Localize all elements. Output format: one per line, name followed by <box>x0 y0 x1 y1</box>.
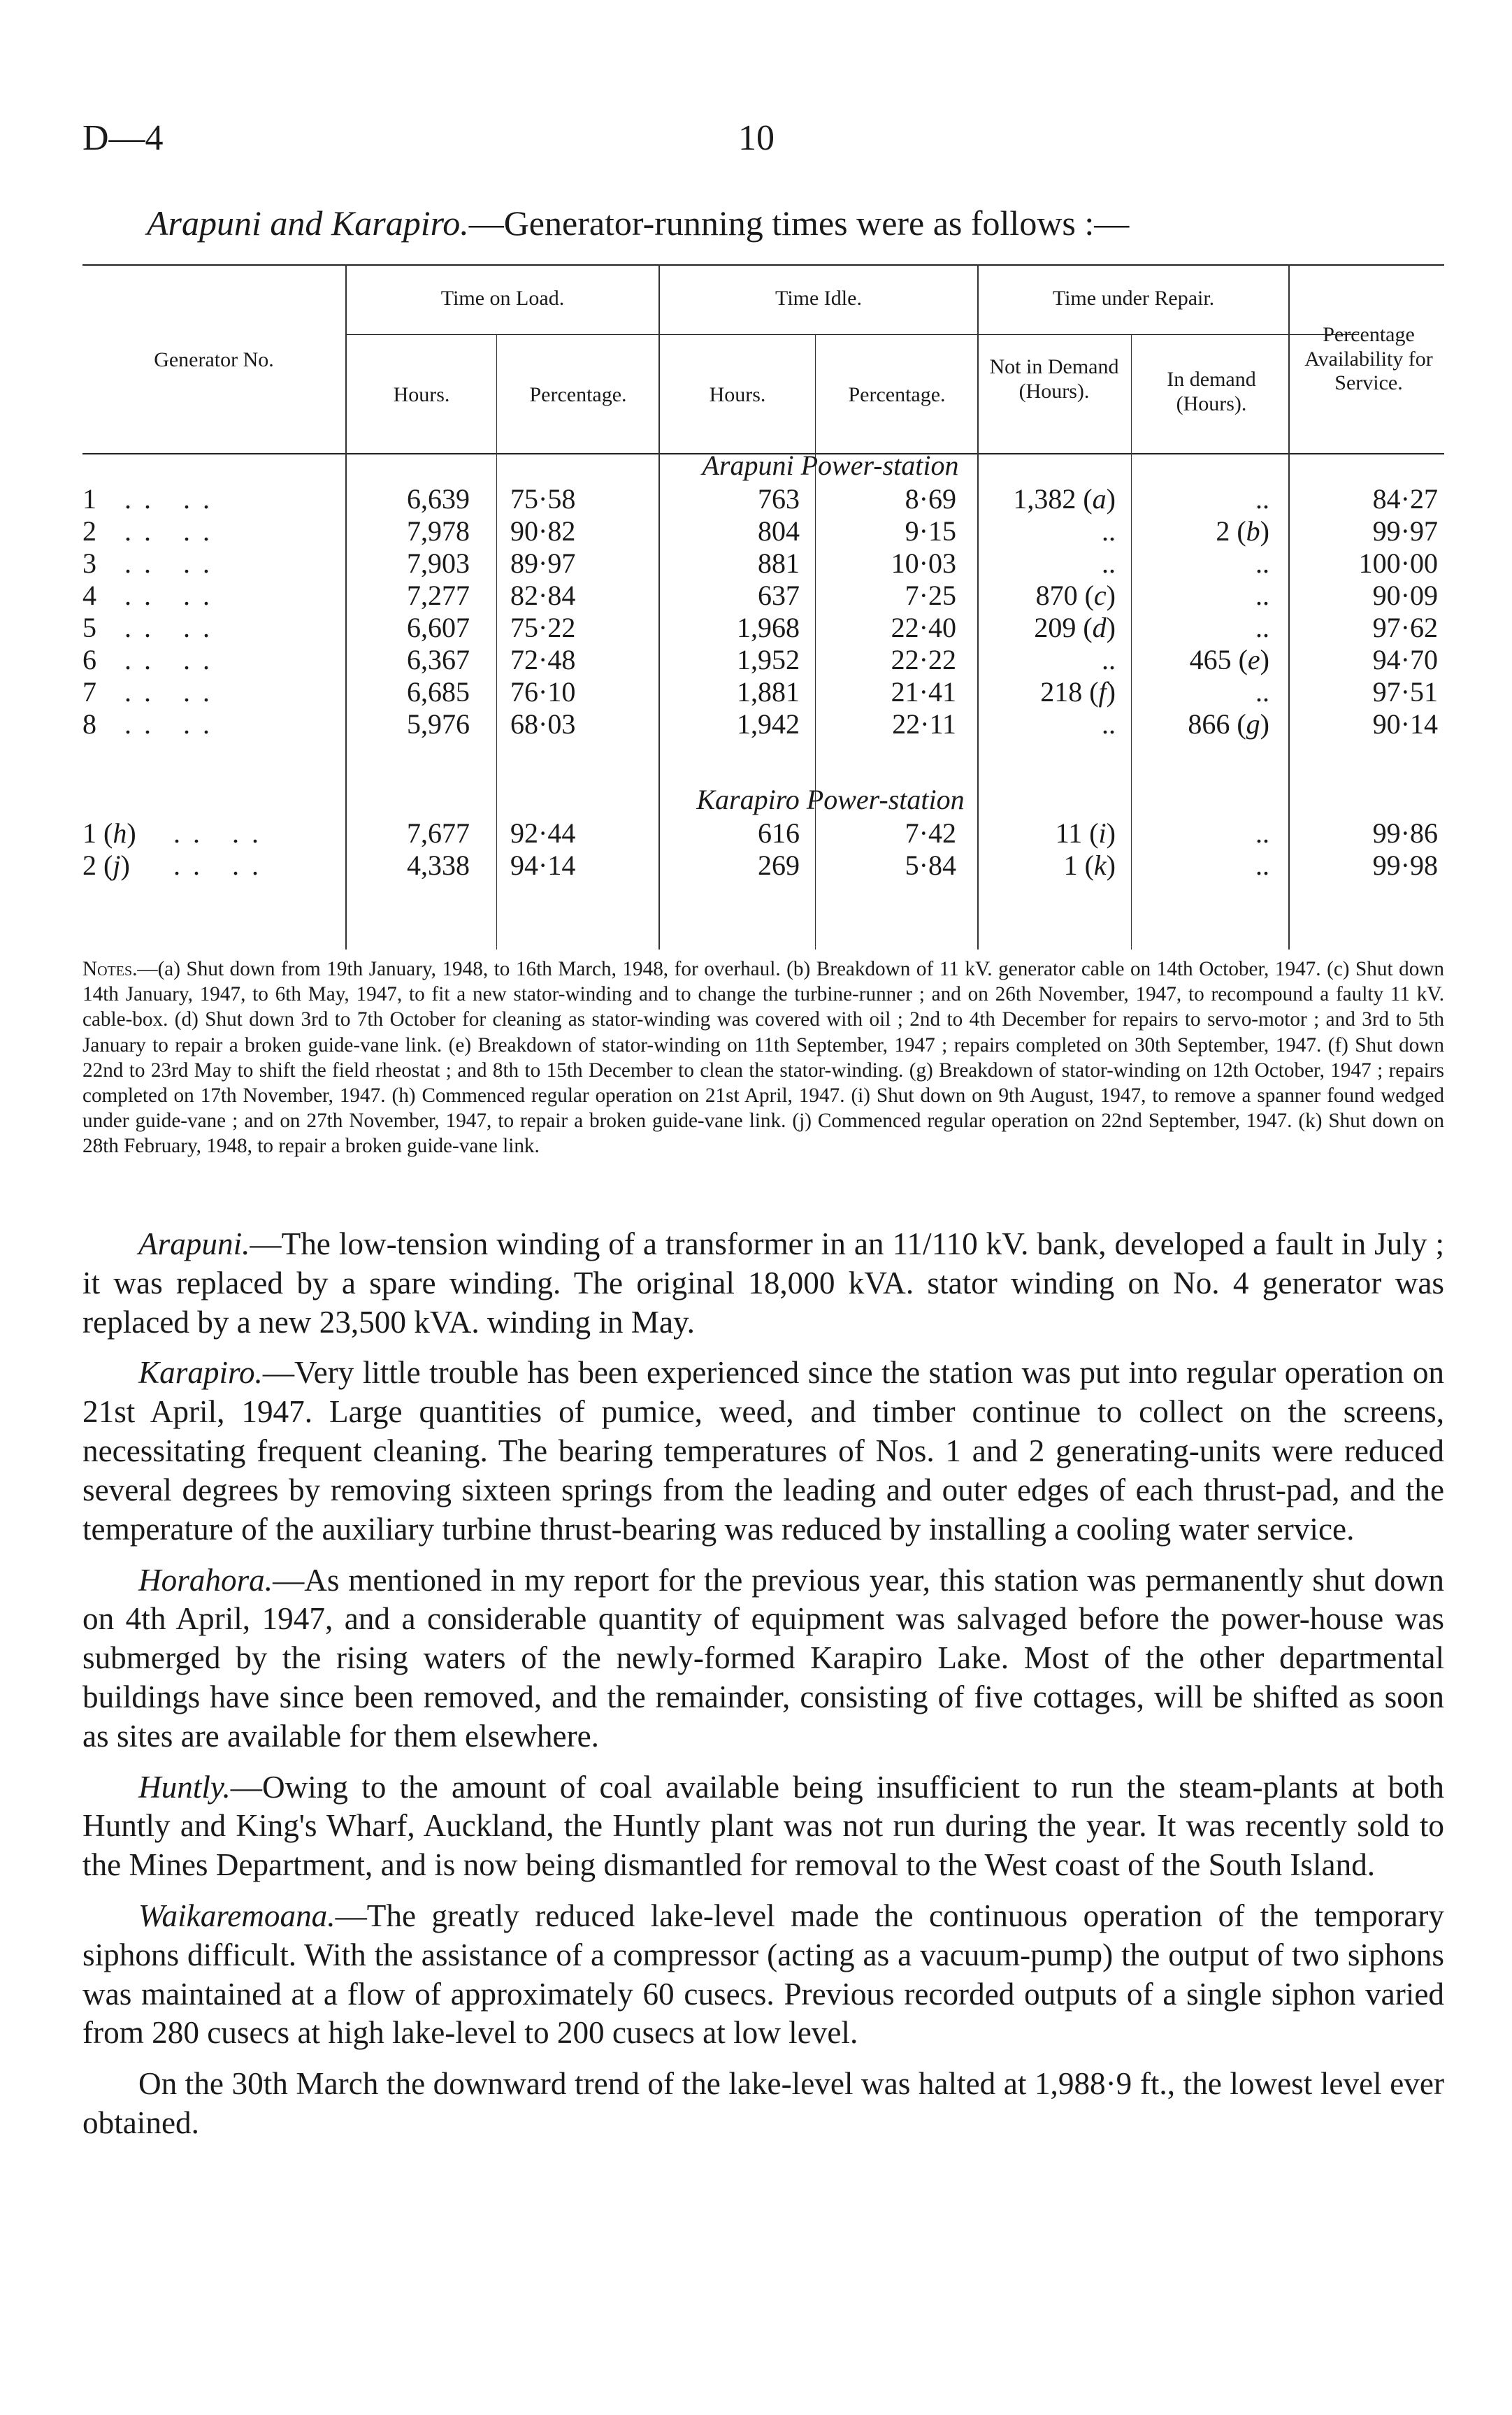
in-demand-hours: .. <box>1255 676 1269 708</box>
load-hours: 6,639 <box>407 483 470 515</box>
header-in-demand: In demand (Hours). <box>1167 368 1256 415</box>
leader-dots: .. .. <box>124 676 222 708</box>
paragraph-lead: Horahora. <box>138 1562 273 1598</box>
generator-number: 2 (j) <box>82 850 130 881</box>
generator-number: 1 (h) <box>82 817 136 849</box>
notes-label: Notes. <box>82 958 138 980</box>
paragraph-text: —As mentioned in my report for the previous year, this station was permanently shut down on 4th April, 1947, and a considerable quantity of equipment was salvaged before the power-house was submerged by the rising waters of the newly-formed Karapiro Lake. Most of the other departmental buildings have since been removed, and the remainder, consisting of five cottages, will be shifted as soon as sites are available for them elsewhere. <box>82 1562 1444 1754</box>
leader-dots: .. .. <box>173 817 271 849</box>
availability-percentage: 99·98 <box>1372 850 1438 881</box>
availability-percentage: 97·51 <box>1372 676 1438 708</box>
not-in-demand-hours: 1 (k) <box>1063 850 1116 881</box>
load-percentage: 72·48 <box>510 644 576 675</box>
generator-number: 3 <box>82 547 96 579</box>
load-hours: 7,677 <box>407 817 470 849</box>
paragraph-text: —The greatly reduced lake-level made the continuous operation of the temporary siphons difficult. With the assistance of a compressor (acting as a vacuum-pump) the output of two siphons was maintained at a flow of approximately 60 cusecs. Previous recorded outputs of a single siphon varied from 280 cusecs at high lake-level to 200 cusecs at low level. <box>82 1898 1444 2051</box>
availability-percentage: 99·86 <box>1372 817 1438 849</box>
idle-percentage: 22·22 <box>891 644 956 675</box>
in-demand-hours: 866 (g) <box>1188 708 1269 740</box>
generator-number: 6 <box>82 644 96 675</box>
idle-hours: 1,881 <box>737 676 800 708</box>
intro-rest: —Generator-running times were as follows :— <box>468 203 1130 243</box>
body-paragraph <box>82 1768 1444 1885</box>
load-percentage: 68·03 <box>510 708 576 740</box>
load-hours: 7,277 <box>407 580 470 611</box>
idle-percentage: 21·41 <box>891 676 956 708</box>
load-percentage: 76·10 <box>510 676 576 708</box>
idle-hours: 616 <box>758 817 800 849</box>
generator-number: 2 <box>82 515 96 547</box>
load-hours: 6,607 <box>407 612 470 643</box>
availability-percentage: 100·00 <box>1358 547 1438 579</box>
header-load-hours: Hours. <box>393 383 450 406</box>
leader-dots: .. .. <box>124 580 222 611</box>
leader-dots: .. .. <box>124 612 222 643</box>
idle-hours: 1,952 <box>737 644 800 675</box>
generator-number: 4 <box>82 580 96 611</box>
in-demand-hours: .. <box>1255 850 1269 881</box>
leader-dots: .. .. <box>124 644 222 675</box>
header-time-idle: Time Idle. <box>775 287 862 310</box>
leader-dots: .. .. <box>124 708 222 740</box>
generator-running-table <box>82 264 1444 949</box>
load-percentage: 94·14 <box>510 850 576 881</box>
generator-number: 7 <box>82 676 96 708</box>
idle-hours: 1,942 <box>737 708 800 740</box>
load-percentage: 75·22 <box>510 612 576 643</box>
load-percentage: 92·44 <box>510 817 576 849</box>
generator-number: 5 <box>82 612 96 643</box>
body-paragraph <box>82 1897 1444 2053</box>
page-number: 10 <box>738 118 775 158</box>
load-percentage: 75·58 <box>510 483 576 515</box>
header-not-in-demand: Not in Demand (Hours). <box>989 355 1119 403</box>
idle-percentage: 8·69 <box>905 483 956 515</box>
in-demand-hours: .. <box>1255 547 1269 579</box>
load-hours: 4,338 <box>407 850 470 881</box>
load-hours: 6,367 <box>407 644 470 675</box>
not-in-demand-hours: 11 (i) <box>1055 817 1116 849</box>
section-title: Karapiro Power-station <box>696 784 965 815</box>
leader-dots: .. .. <box>124 547 222 579</box>
body-paragraph <box>82 2065 1444 2143</box>
load-hours: 5,976 <box>407 708 470 740</box>
not-in-demand-hours: 870 (c) <box>1035 580 1116 611</box>
paragraph-lead: Arapuni. <box>138 1226 250 1261</box>
section-title: Arapuni Power-station <box>702 450 959 481</box>
paragraph-text: On the 30th March the downward trend of the lake-level was halted at 1,988·9 ft., the lowest level ever obtained. <box>82 2066 1444 2141</box>
idle-percentage: 7·42 <box>905 817 956 849</box>
paragraph-text: —Owing to the amount of coal available being insufficient to run the steam-plants at both Huntly and King's Wharf, Auckland, the Huntly plant was not run during the year. It was recently sold to the Mines Department, and is now being dismantled for removal to the West coast of the South Island. <box>82 1769 1444 1883</box>
generator-number: 1 <box>82 483 96 515</box>
in-demand-hours: .. <box>1255 483 1269 515</box>
load-hours: 7,978 <box>407 515 470 547</box>
not-in-demand-hours: .. <box>1102 644 1116 675</box>
paragraph-lead: Huntly. <box>138 1769 231 1805</box>
not-in-demand-hours: 1,382 (a) <box>1013 483 1116 515</box>
header-idle-hours: Hours. <box>709 383 766 406</box>
not-in-demand-hours: .. <box>1102 708 1116 740</box>
availability-percentage: 90·14 <box>1372 708 1438 740</box>
paragraph-lead: Waikaremoana. <box>138 1898 336 1933</box>
leader-dots: .. .. <box>173 850 271 881</box>
idle-hours: 269 <box>758 850 800 881</box>
idle-hours: 804 <box>758 515 800 547</box>
table-notes <box>82 956 1444 1159</box>
idle-percentage: 22·40 <box>891 612 956 643</box>
paragraph-text: —The low-tension winding of a transformer in an 11/110 kV. bank, developed a fault in July ; it was replaced by a spare winding. The original 18,000 kVA. stator winding on No. 4 generator was replaced by a new 23,500 kVA. winding in May. <box>82 1226 1444 1340</box>
idle-hours: 637 <box>758 580 800 611</box>
availability-percentage: 99·97 <box>1372 515 1438 547</box>
header-idle-percentage: Percentage. <box>848 383 946 406</box>
load-percentage: 82·84 <box>510 580 576 611</box>
header-time-on-load: Time on Load. <box>440 287 565 310</box>
load-percentage: 90·82 <box>510 515 576 547</box>
in-demand-hours: .. <box>1255 580 1269 611</box>
idle-hours: 763 <box>758 483 800 515</box>
notes-text: —(a) Shut down from 19th January, 1948, to 16th March, 1948, for overhaul. (b) Breakdown of 11 kV. generator cable on 14th October, 1947. (c) Shut down 14th January, 1947, to 6th May, 1947, to fit a new stator-winding and to change the turbine-runner ; and on 26th November, 1947, to recompound a faulty 11 kV. cable-box. (d) Shut down 3rd to 7th October for cleaning as stator-winding was covered with oil ; 2nd to 4th December for repairs to servo-motor ; and 3rd to 5th January to repair a broken guide-vane link. (e) Breakdown of stator-winding on 11th September, 1947 ; repairs completed on 30th September, 1947. (f) Shut down 22nd to 23rd May to shift the field rheostat ; and 8th to 15th December to clean the stator-winding. (g) Breakdown of stator-winding on 12th October, 1947 ; repairs completed on 17th November, 1947. (h) Commenced regular operation on 21st April, 1947. (i) Shut down on 9th August, 1947, to remove a spanner found wedged under guide-vane ; and on 27th November, 1947, to repair a broken guide-vane link. (j) Commenced regular operation on 22nd September, 1947. (k) Shut down on 28th February, 1948, to repair a broken guide-vane link. <box>82 958 1444 1158</box>
body-text <box>82 1225 1444 2155</box>
in-demand-hours: .. <box>1255 612 1269 643</box>
idle-percentage: 10·03 <box>891 547 956 579</box>
table-col-rule <box>1131 334 1132 949</box>
paragraph-lead: Karapiro. <box>138 1355 263 1391</box>
table-top-rule <box>82 264 1444 266</box>
table-intro <box>147 203 1129 243</box>
availability-percentage: 84·27 <box>1372 483 1438 515</box>
body-paragraph <box>82 1225 1444 1342</box>
not-in-demand-hours: .. <box>1102 515 1116 547</box>
not-in-demand-hours: 209 (d) <box>1034 612 1116 643</box>
load-hours: 6,685 <box>407 676 470 708</box>
in-demand-hours: .. <box>1255 817 1269 849</box>
in-demand-hours: 465 (e) <box>1189 644 1269 675</box>
leader-dots: .. .. <box>124 515 222 547</box>
table-col-rule <box>815 334 816 949</box>
table-subheader-rule <box>347 334 1359 335</box>
not-in-demand-hours: .. <box>1102 547 1116 579</box>
body-paragraph <box>82 1561 1444 1756</box>
idle-hours: 881 <box>758 547 800 579</box>
load-percentage: 89·97 <box>510 547 576 579</box>
header-generator-no: Generator No. <box>154 348 274 371</box>
body-paragraph <box>82 1354 1444 1549</box>
idle-percentage: 7·25 <box>905 580 956 611</box>
idle-percentage: 9·15 <box>905 515 956 547</box>
generator-number: 8 <box>82 708 96 740</box>
availability-percentage: 94·70 <box>1372 644 1438 675</box>
idle-percentage: 22·11 <box>892 708 956 740</box>
not-in-demand-hours: 218 (f) <box>1040 676 1116 708</box>
header-time-under-repair: Time under Repair. <box>1052 287 1215 310</box>
page-header-code: D—4 <box>82 118 164 158</box>
paragraph-text: —Very little trouble has been experienced since the station was put into regular operation on 21st April, 1947. Large quantities of pumice, weed, and timber continue to collect on the screens, necessitating frequent cleaning. The bearing temperatures of Nos. 1 and 2 generating-units were reduced several degrees by removing sixteen springs from the leading and outer edges of each thrust-pad, and the temperature of the auxiliary turbine thrust-bearing was reduced by installing a cooling water service. <box>82 1355 1444 1547</box>
idle-hours: 1,968 <box>737 612 800 643</box>
availability-percentage: 97·62 <box>1372 612 1438 643</box>
idle-percentage: 5·84 <box>905 850 956 881</box>
table-col-rule <box>496 334 497 949</box>
in-demand-hours: 2 (b) <box>1216 515 1269 547</box>
header-load-percentage: Percentage. <box>529 383 627 406</box>
header-percentage-availability: Percentage Availability for Service. <box>1304 323 1433 394</box>
availability-percentage: 90·09 <box>1372 580 1438 611</box>
leader-dots: .. .. <box>124 483 222 515</box>
load-hours: 7,903 <box>407 547 470 579</box>
intro-title: Arapuni and Karapiro. <box>147 203 469 243</box>
